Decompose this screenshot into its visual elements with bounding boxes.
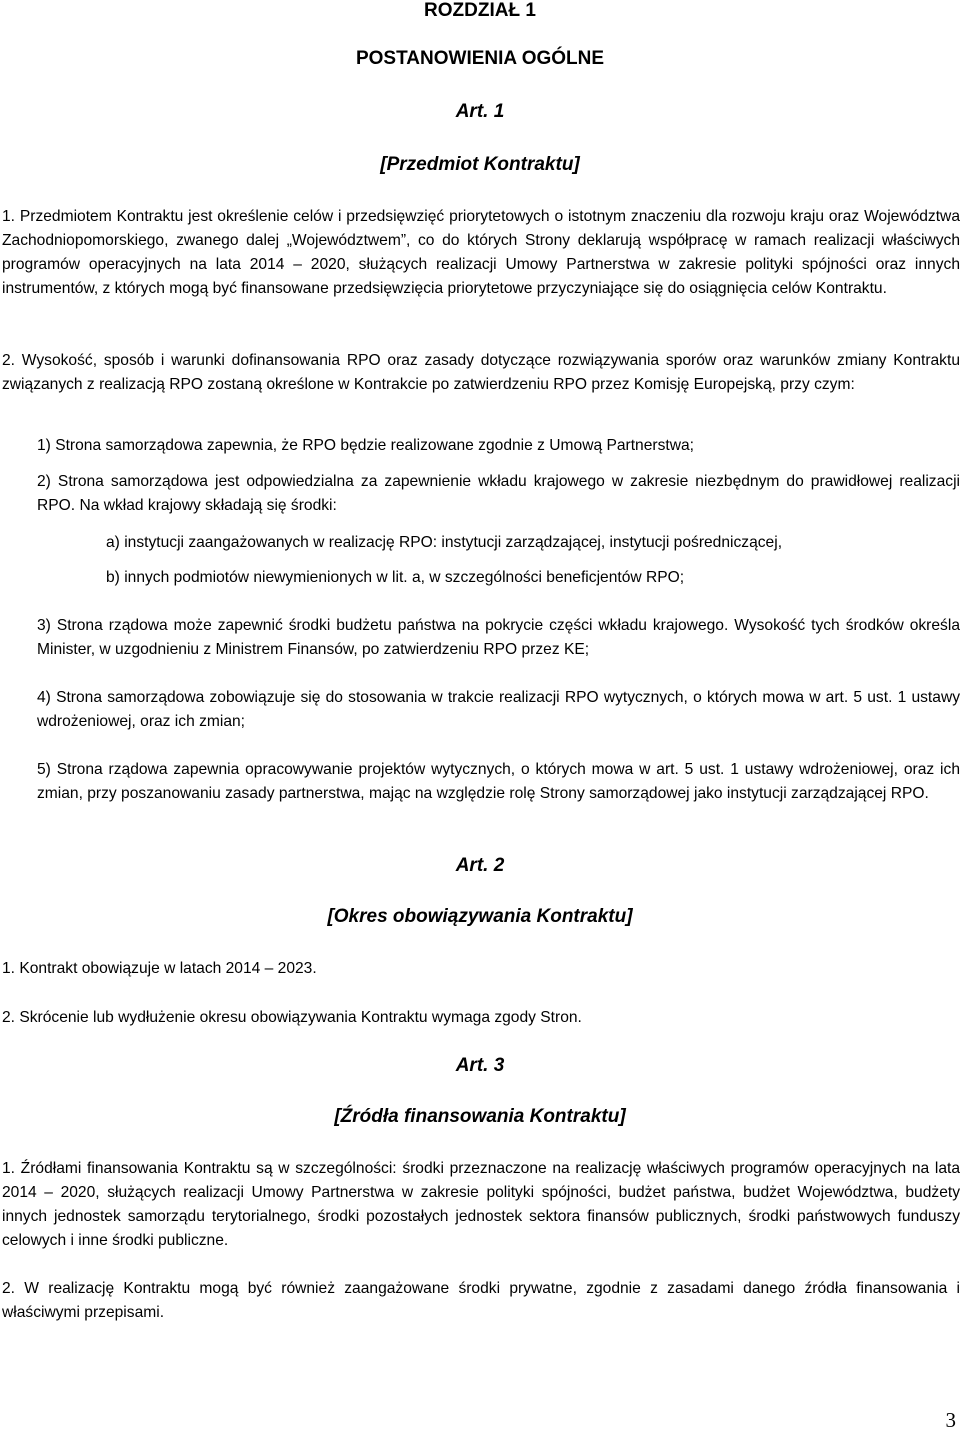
art1-item-2a: a) instytucji zaangażowanych w realizację RPO: instytucji zarządzającej, instytucji pośredniczącej, <box>106 534 783 551</box>
art2-paragraph-2: 2. Skrócenie lub wydłużenie okresu obowiązywania Kontraktu wymaga zgody Stron. <box>2 1009 582 1026</box>
page-number: 3 <box>945 1408 956 1432</box>
art3-paragraph-2: 2. W realizację Kontraktu mogą być również zaangażowane środki prywatne, zgodnie z zasadami danego źródła finansowania i właściwymi przepisami. <box>2 1280 960 1321</box>
art1-item-2b: b) innych podmiotów niewymienionych w lit. a, w szczególności beneficjentów RPO; <box>106 569 685 586</box>
art2-heading: Art. 2 <box>455 855 505 876</box>
art3-paragraph-1: 1. Źródłami finansowania Kontraktu są w szczególności: środki przeznaczone na realizację właściwych programów operacyjnych na lata 2014 – 2020, służących realizacji Umowy Partnerstwa w zakresie polityki spójności, budżet państwa, budżet Województwa, budżety innych jednostek samorządu terytorialnego, środki pozostałych jednostek sektora finansów publicznych, środki państwowych funduszy celowych i inne środki publiczne. <box>2 1160 960 1249</box>
art1-item-4: 4) Strona samorządowa zobowiązuje się do stosowania w trakcie realizacji RPO wytycznych, o których mowa w art. 5 ust. 1 ustawy wdrożeniowej, oraz ich zmian; <box>37 689 960 730</box>
art1-heading: Art. 1 <box>455 101 505 122</box>
art1-item-2: 2) Strona samorządowa jest odpowiedzialna za zapewnienie wkładu krajowego w zakresie niezbędnym do prawidłowej realizacji RPO. Na wkład krajowy składają się środki: <box>37 473 960 514</box>
art1-item-1: 1) Strona samorządowa zapewnia, że RPO będzie realizowane zgodnie z Umową Partnerstwa; <box>37 437 694 454</box>
art1-paragraph-1: 1. Przedmiotem Kontraktu jest określenie celów i przedsięwzięć priorytetowych o istotnym znaczeniu dla rozwoju kraju oraz Województwa Zachodniopomorskiego, zwanego dalej „Województwem”, co do których Strony deklarują współpracę w ramach realizacji właściwych programów operacyjnych na lata 2014 – 2020, służących realizacji Umowy Partnerstwa w zakresie polityki spójności oraz innych instrumentów, z których mogą być finansowane przedsięwzięcia priorytetowe przyczyniające się do osiągnięcia celów Kontraktu. <box>2 208 960 297</box>
art3-subheading: [Źródła finansowania Kontraktu] <box>334 1106 626 1127</box>
art1-subheading: [Przedmiot Kontraktu] <box>380 154 580 175</box>
art1-item-5: 5) Strona rządowa zapewnia opracowywanie projektów wytycznych, o których mowa w art. 5 ust. 1 ustawy wdrożeniowej, oraz ich zmian, przy poszanowaniu zasady partnerstwa, mając na względzie rolę Strony samorządowej jako instytucji zarządzającej RPO. <box>37 761 960 802</box>
art2-subheading: [Okres obowiązywania Kontraktu] <box>327 906 633 927</box>
art3-heading: Art. 3 <box>455 1055 505 1076</box>
art1-paragraph-2: 2. Wysokość, sposób i warunki dofinansowania RPO oraz zasady dotyczące rozwiązywania sporów oraz warunków zmiany Kontraktu związanych z realizacją RPO zostaną określone w Kontrakcie po zatwierdzeniu RPO przez Komisję Europejską, przy czym: <box>2 352 960 393</box>
art1-item-3: 3) Strona rządowa może zapewnić środki budżetu państwa na pokrycie części wkładu krajowego. Wysokość tych środków określa Minister, w uzgodnieniu z Ministrem Finansów, po zatwierdzeniu RPO przez KE; <box>37 617 960 658</box>
chapter-subtitle: POSTANOWIENIA OGÓLNE <box>355 48 605 69</box>
chapter-title: ROZDZIAŁ 1 <box>424 0 536 21</box>
art2-paragraph-1: 1. Kontrakt obowiązuje w latach 2014 – 2023. <box>2 960 317 977</box>
